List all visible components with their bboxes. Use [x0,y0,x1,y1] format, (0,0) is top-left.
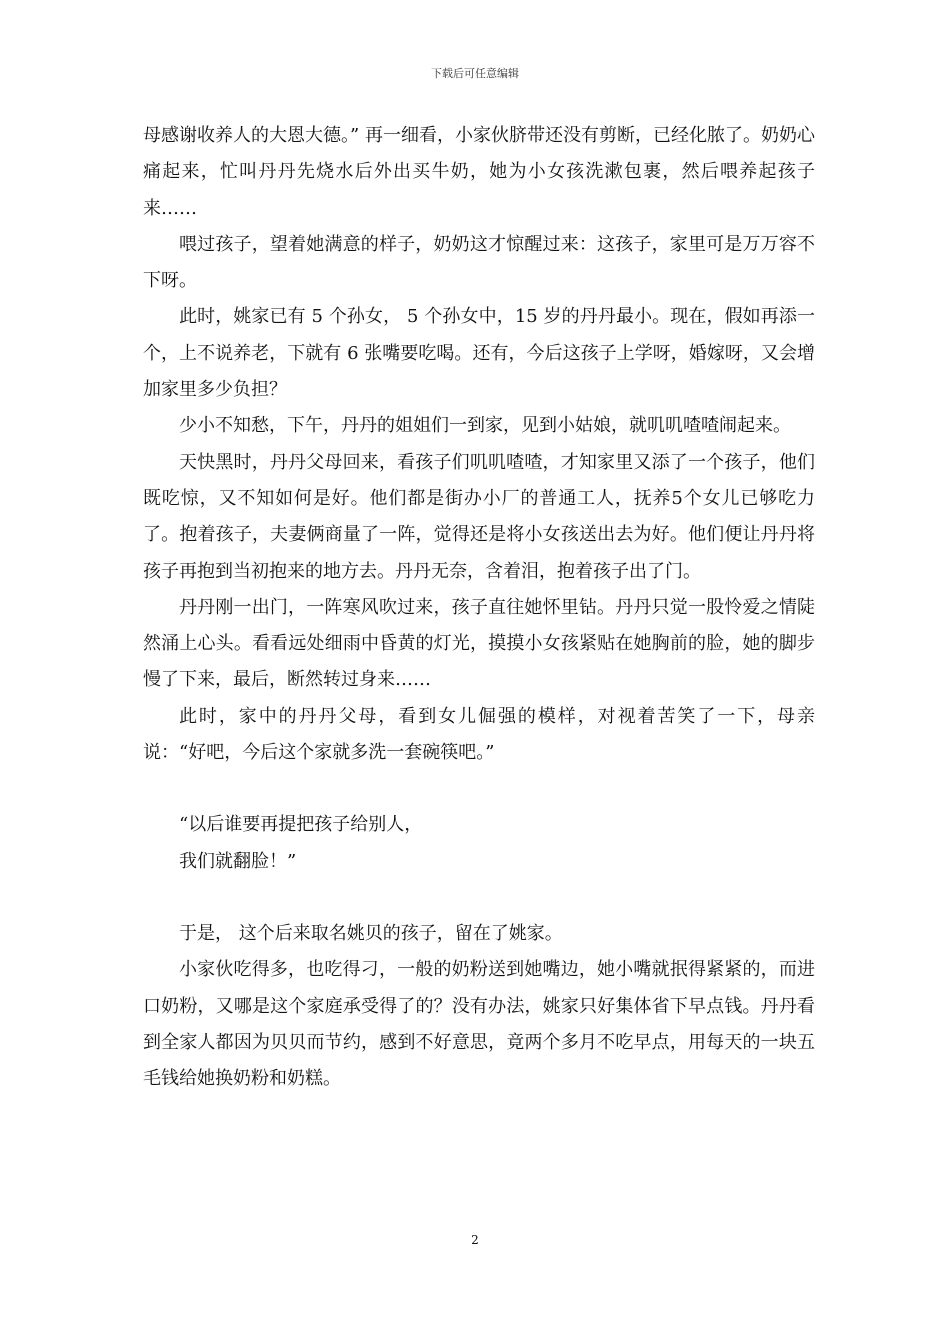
paragraph: 少小不知愁，下午，丹丹的姐姐们一到家，见到小姑娘，就叽叽喳喳闹起来。 [179,415,791,437]
paragraph: 此时，姚家已有 5 个孙女， 5 个孙女中，15 岁的丹丹最小。现在，假如再添一个，上不说养老，下就有 6 张嘴要吃喝。还有，今后这孩子上学呀，婚嫁呀，又会增加家里多少负担？ [143,306,815,401]
quote-line: “以后谁要再提把孩子给别人， [179,814,423,836]
quote-line: 我们就翻脸！” [179,850,297,872]
quote-block [143,807,815,880]
document-body [143,118,815,1097]
paragraph: 此时，家中的丹丹父母，看到女儿倔强的模样，对视着苦笑了一下，母亲说：“好吧，今后这个家就多洗一套碗筷吧。” [143,705,815,764]
paragraph: 于是， 这个后来取名姚贝的孩子，留在了姚家。 [179,922,563,944]
paragraph: 丹丹刚一出门，一阵寒风吹过来，孩子直往她怀里钻。丹丹只觉一股怜爱之情陡然涌上心头。看看远处细雨中昏黄的灯光，摸摸小女孩紧贴在她胸前的脸，她的脚步慢了下来，最后，断然转过身来…… [143,596,815,691]
paragraph-continuation: 母感谢收养人的大恩大德。” 再一细看，小家伙脐带还没有剪断，已经化脓了。奶奶心痛起来，忙叫丹丹先烧水后外出买牛奶，她为小女孩洗漱包裹，然后喂养起孩子来…… [143,125,815,219]
paragraph: 天快黑时，丹丹父母回来，看孩子们叽叽喳喳，才知家里又添了一个孩子，他们既吃惊，又不知如何是好。他们都是街办小厂的普通工人，抚养5个女儿已够吃力了。抱着孩子，夫妻俩商量了一阵，觉得还是将小女孩送出去为好。他们便让丹丹将孩子再抱到当初抱来的地方去。丹丹无奈，含着泪，抱着孩子出了门。 [143,451,815,582]
paragraph: 小家伙吃得多，也吃得刁，一般的奶粉送到她嘴边，她小嘴就抿得紧紧的，而进口奶粉，又哪是这个家庭承受得了的？没有办法，姚家只好集体省下早点钱。丹丹看到全家人都因为贝贝而节约，感到不好意思，竟两个多月不吃早点，用每天的一块五毛钱给她换奶粉和奶糕。 [143,959,815,1090]
paragraph: 喂过孩子，望着她满意的样子，奶奶这才惊醒过来：这孩子，家里可是万万容不下呀。 [143,233,815,292]
page-number: 2 [471,1233,479,1247]
page-header: 下载后可任意编辑 [431,67,519,80]
